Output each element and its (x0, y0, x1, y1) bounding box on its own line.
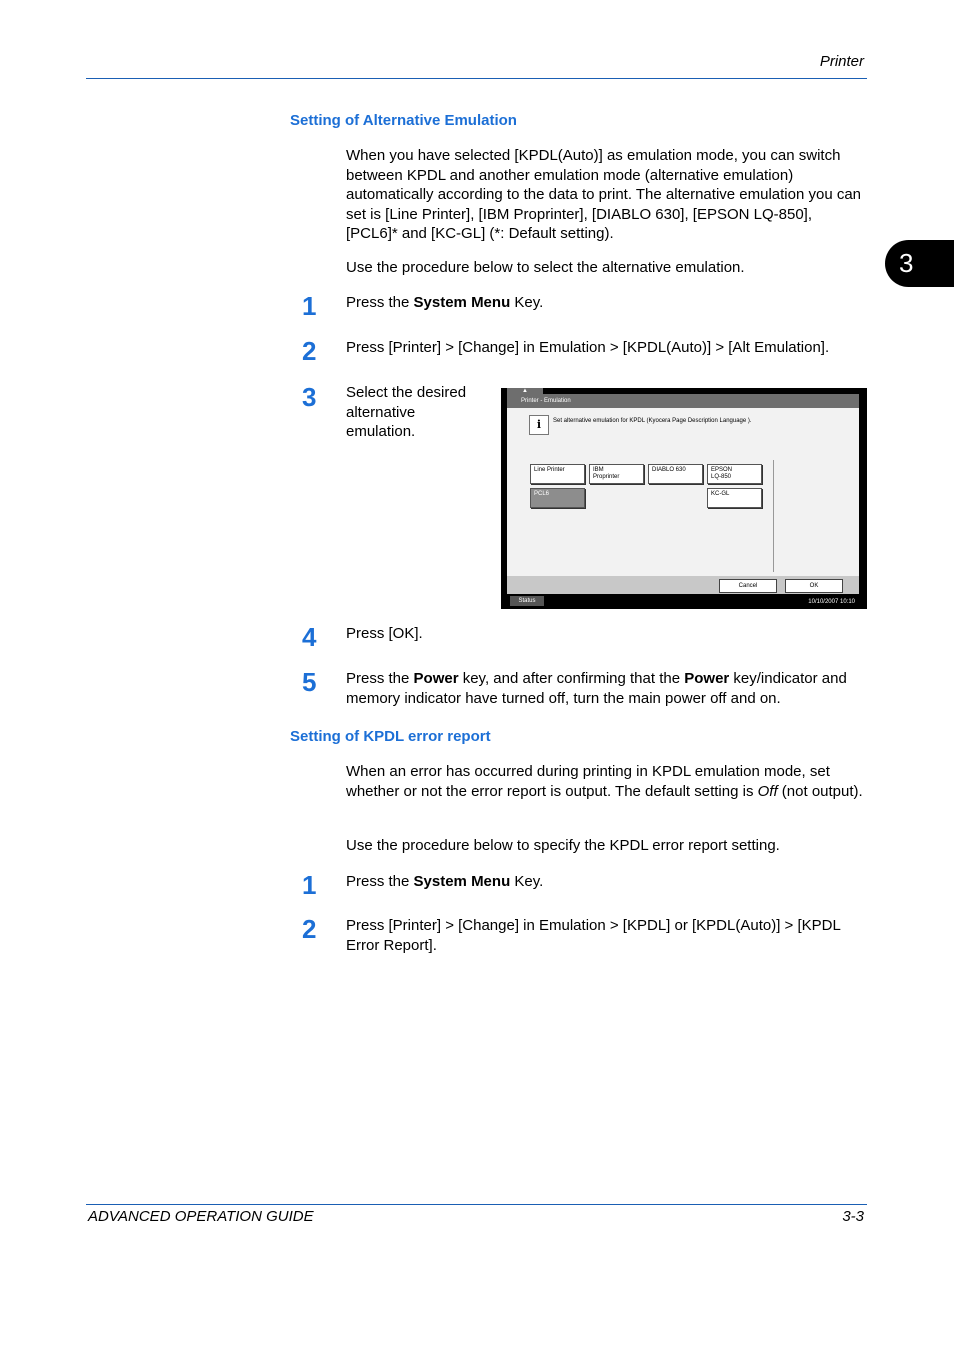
step-number: 5 (302, 667, 317, 697)
header-rule (86, 78, 867, 79)
step-number: 3 (302, 382, 317, 412)
intro-paragraph: When you have selected [KPDL(Auto)] as emulation mode, you can switch between KPDL and another emulation mode (alternative emulation) automatically according to the data to print. The alternative emulation you can set is [Line Printer], [IBM Proprinter], [DIABLO 630], [EPSON LQ-850], [PCL6]* and [KC-GL] (*: Default setting). (346, 147, 862, 242)
running-header: Printer (819, 53, 864, 70)
section-title-kpdl-error: Setting of KPDL error report (290, 728, 491, 745)
cancel-button[interactable]: Cancel (719, 579, 777, 593)
line-printer-button[interactable]: Line Printer (530, 464, 585, 484)
step-text: Press [Printer] > [Change] in Emulation > [KPDL(Auto)] > [Alt Emulation]. (346, 339, 830, 356)
step-number: 2 (302, 336, 317, 366)
emulation-screen (501, 388, 867, 609)
kc-gl-button[interactable]: KC-GL (707, 488, 762, 508)
step-number: 2 (302, 914, 317, 944)
footer-rule (86, 1204, 867, 1205)
status-datetime: 10/10/2007 10:10 (808, 599, 855, 605)
screen-divider (773, 460, 774, 572)
screen-action-bar (507, 576, 859, 594)
diablo-630-button[interactable]: DIABLO 630 (648, 464, 703, 484)
footer-guide-title: ADVANCED OPERATION GUIDE (88, 1208, 314, 1225)
screen-body (507, 388, 859, 594)
section-title-alt-emulation: Setting of Alternative Emulation (290, 112, 517, 129)
step-number: 1 (302, 870, 317, 900)
ibm-proprinter-button[interactable]: IBM Proprinter (589, 464, 644, 484)
step-number: 4 (302, 622, 317, 652)
procedure-intro: Use the procedure below to select the alternative emulation. (346, 259, 745, 276)
screen-message: Set alternative emulation for KPDL (Kyocera Page Description Language ). (553, 418, 752, 424)
screen-title: Printer - Emulation (507, 394, 859, 408)
step-text: Press the System Menu Key. (346, 873, 544, 890)
page-number: 3-3 (842, 1208, 864, 1225)
status-button[interactable]: Status (510, 596, 544, 606)
screen-top-tab[interactable]: ▲ (507, 388, 543, 394)
step-text: Press the System Menu Key. (346, 294, 544, 311)
status-bar (507, 596, 859, 608)
error-report-paragraph: When an error has occurred during printing in KPDL emulation mode, set whether or not the error report is output. The default setting is Off (not output). (346, 763, 863, 800)
pcl6-button[interactable]: PCL6 (530, 488, 585, 508)
epson-lq850-button[interactable]: EPSON LQ-850 (707, 464, 762, 484)
step-text: Press the Power key, and after confirming that the Power key/indicator and memory indicator have turned off, turn the main power off and on. (346, 670, 847, 707)
step-number: 1 (302, 291, 317, 321)
step-text: Press [OK]. (346, 625, 423, 642)
info-icon: i (529, 415, 549, 435)
step-text: Select the desired alternative emulation. (346, 384, 467, 440)
procedure-intro: Use the procedure below to specify the KPDL error report setting. (346, 837, 780, 854)
step-text: Press [Printer] > [Change] in Emulation > [KPDL] or [KPDL(Auto)] > [KPDL Error Report]. (346, 917, 841, 954)
chapter-tab: 3 (885, 240, 954, 287)
ok-button[interactable]: OK (785, 579, 843, 593)
